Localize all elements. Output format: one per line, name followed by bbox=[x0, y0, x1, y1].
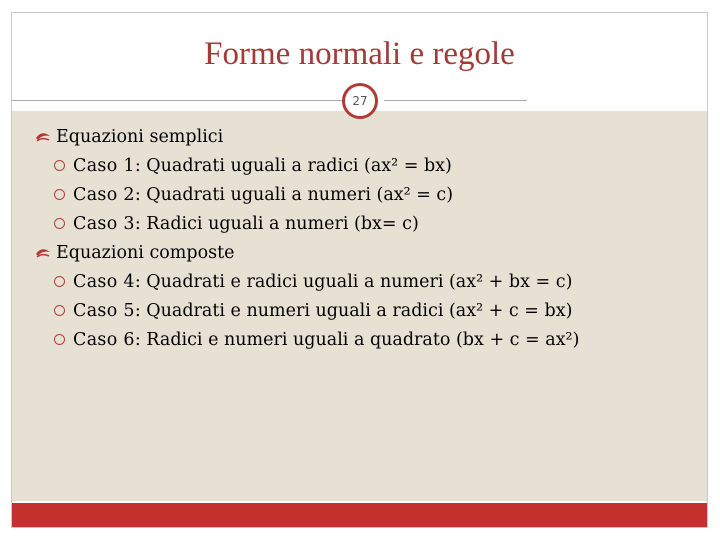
circle-bullet-icon bbox=[54, 218, 65, 229]
list-item-equazioni-composte bbox=[34, 244, 235, 263]
page-number-badge bbox=[342, 83, 378, 119]
case-label: Caso 1 bbox=[73, 156, 135, 176]
case-label: Caso 2 bbox=[73, 185, 135, 205]
page-number: 27 bbox=[352, 94, 368, 108]
slide-title: Forme normali e regole bbox=[204, 36, 515, 72]
list-item-caso-1 bbox=[54, 158, 452, 176]
case-label: Caso 3 bbox=[73, 214, 135, 234]
footer-bar bbox=[12, 503, 707, 527]
case-label: Caso 6 bbox=[73, 330, 135, 350]
circle-bullet-icon bbox=[54, 189, 65, 200]
list-item-caso-6 bbox=[54, 332, 579, 350]
flower-bullet-icon bbox=[34, 128, 52, 144]
circle-bullet-icon bbox=[54, 160, 65, 171]
list-item-caso-2 bbox=[54, 187, 453, 205]
list-item-equazioni-semplici bbox=[34, 128, 223, 147]
item-text: Equazioni semplici bbox=[56, 127, 224, 147]
item-text: : Quadrati uguali a numeri (ax² = c) bbox=[134, 185, 454, 205]
title-divider-left bbox=[12, 100, 342, 101]
item-text: : Radici e numeri uguali a quadrato (bx + c = ax²) bbox=[134, 330, 580, 350]
item-text: Equazioni composte bbox=[56, 243, 235, 263]
flower-bullet-icon bbox=[34, 244, 52, 260]
list-item-caso-3 bbox=[54, 216, 419, 234]
case-label: Caso 4 bbox=[73, 272, 135, 292]
item-text: : Quadrati e numeri uguali a radici (ax² + c = bx) bbox=[134, 301, 573, 321]
slide bbox=[11, 12, 708, 528]
item-text: : Quadrati uguali a radici (ax² = bx) bbox=[134, 156, 452, 176]
case-label: Caso 5 bbox=[73, 301, 135, 321]
title-divider-right bbox=[384, 100, 527, 101]
circle-bullet-icon bbox=[54, 305, 65, 316]
circle-bullet-icon bbox=[54, 276, 65, 287]
item-text: : Radici uguali a numeri (bx= c) bbox=[134, 214, 419, 234]
item-text: : Quadrati e radici uguali a numeri (ax² + bx = c) bbox=[134, 272, 573, 292]
list-item-caso-4 bbox=[54, 274, 572, 292]
list-item-caso-5 bbox=[54, 303, 572, 321]
circle-bullet-icon bbox=[54, 334, 65, 345]
